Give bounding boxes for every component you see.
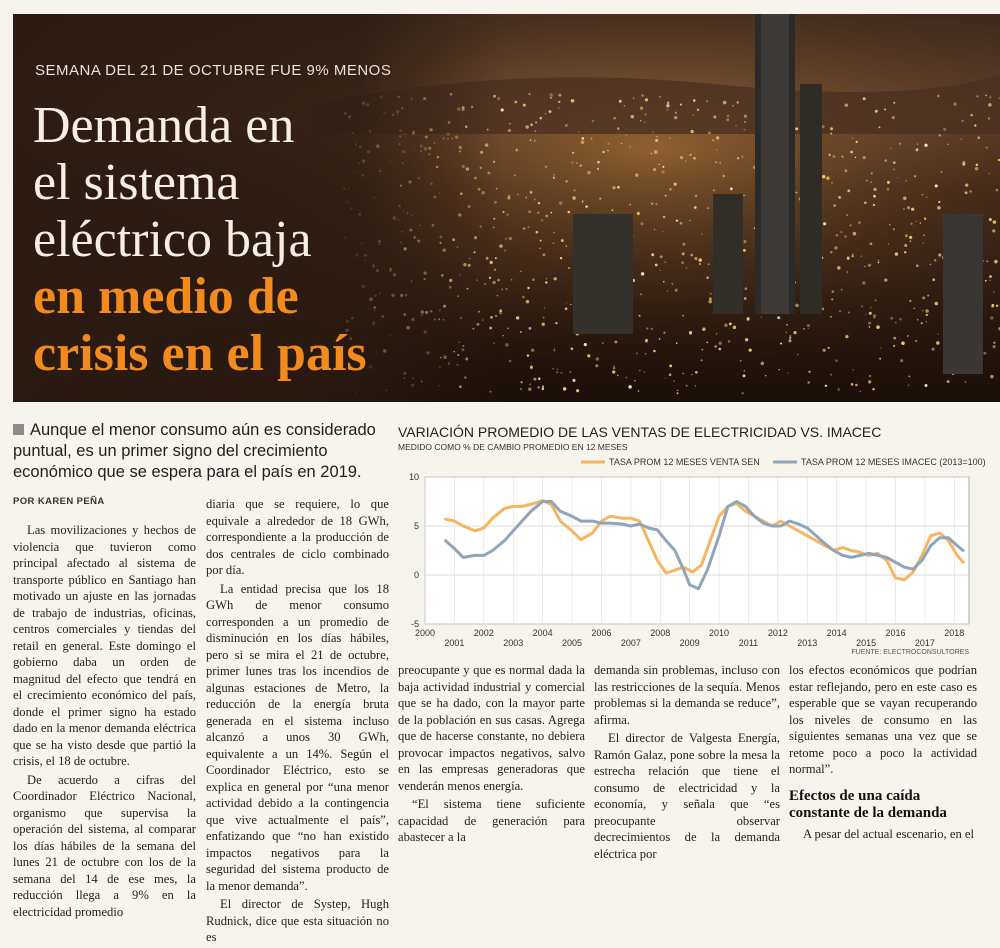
y-tick-label: 10 (408, 472, 419, 482)
x-tick-label: 2018 (944, 628, 965, 638)
y-axis-ticks (409, 472, 419, 629)
subheading: Efectos de una caída constante de la demanda (789, 787, 947, 821)
x-tick-label: 2011 (738, 638, 759, 648)
lead-paragraph (13, 420, 383, 483)
headline-line-1: Demanda en (33, 97, 295, 154)
body-paragraph: los efectos económicos que podrían estar reflejando, pero en este caso es esperable que se vayan recuperando los niveles de consumo en las siguientes semanas una vez que se retome poco a poco la actividad normal”. (789, 663, 977, 776)
x-tick-label: 2010 (709, 628, 730, 638)
body-paragraph: diaria que se requiere, lo que equivale a alrededor de 18 GWh, correspondiente a la producción de dos centrales de ciclo combinado por día. (206, 497, 389, 577)
body-paragraph: Las movilizaciones y hechos de violencia que tuvieron como principal afectado al sistema de transporte público en Santiago han motivado un ajuste en las jornadas de trabajo de industrias, oficinas, centros comerciales y tiendas del retail en general. Este domingo el gobierno daba un orden de magnitud del efecto que tendrá en el crecimiento económico del país, donde el primer signo ha estado dado en la menor demanda eléctrica que se ha visto desde que partió la crisis, el 18 de octubre. (13, 523, 196, 768)
x-tick-label: 2013 (797, 638, 818, 648)
legend-label-sen: TASA PROM 12 MESES VENTA SEN (609, 457, 760, 467)
x-tick-label: 2017 (914, 638, 935, 648)
headline-accent-line-2: crisis en el país (33, 325, 367, 382)
x-tick-label: 2009 (679, 638, 700, 648)
bullet-square-icon (13, 424, 24, 435)
body-paragraph: La entidad precisa que los 18 GWh de menor consumo corresponden a un promedio de disminución en los días hábiles, pero si se mira el 21 de octubre, primer lunes tras los incendios de algunas estaciones de Metro, la reducción de la energía bruta generada en el sistema incluso alcanzó a unos 30 GWh, equivalente a un 14%. Según el Coordinador Eléctrico, esto se explica en general por “una menor actividad debido a la contingencia que vive actualmente el país”, enfatizando que “no han existido impactos negativos para la seguridad del sistema producto de la menor demanda”. (206, 581, 389, 893)
x-tick-label: 2015 (856, 638, 877, 648)
body-paragraph: El director de Systep, Hugh Rudnick, dice que esta situación no es (206, 897, 389, 944)
x-tick-label: 2016 (885, 628, 906, 638)
headline-accent-line-1: en medio de (33, 268, 299, 325)
y-tick-label: 0 (413, 570, 419, 580)
body-column-3 (398, 662, 585, 848)
x-tick-label: 2008 (650, 628, 671, 638)
hero-banner (13, 14, 1000, 402)
lead-text: Aunque el menor consumo aún es considerado puntual, es un primer signo del crecimiento económico que se espera para el país en 2019. (13, 421, 376, 481)
body-column-2 (206, 496, 389, 948)
x-tick-label: 2003 (503, 638, 524, 648)
line-chart (395, 452, 985, 662)
body-paragraph: De acuerdo a cifras del Coordinador Eléctrico Nacional, organismo que supervisa la operación del sistema, al comparar los días hábiles de la semana del lunes 21 de octubre con los de la semana del 14 de ese mes, la reducción llega a 9% en la electricidad promedio (13, 772, 196, 919)
x-tick-label: 2004 (532, 628, 553, 638)
x-tick-label: 2000 (414, 628, 436, 638)
body-paragraph: “El sistema tiene suficiente capacidad de generación para abastecer a la (398, 797, 585, 844)
x-tick-label: 2012 (767, 628, 788, 638)
chart-subtitle: MEDIDO COMO % DE CAMBIO PROMEDIO EN 12 MESES (398, 442, 628, 452)
x-tick-label: 2007 (620, 638, 641, 648)
body-paragraph: demanda sin problemas, incluso con las restricciones de la sequía. Menos problemas si la demanda se reduce”, afirma. (594, 663, 780, 727)
x-axis-ticks (415, 628, 964, 648)
body-column-4 (594, 662, 780, 864)
chart-title: VARIACIÓN PROMEDIO DE LAS VENTAS DE ELECTRICIDAD VS. IMACEC (398, 424, 882, 440)
plot-area (425, 477, 969, 624)
body-column-5 (789, 662, 977, 844)
chart-legend (581, 457, 986, 467)
y-tick-label: -5 (410, 619, 419, 629)
x-tick-label: 2001 (444, 638, 465, 648)
chart-source: FUENTE: ELECTROCONSULTORES (851, 649, 969, 656)
body-paragraph: El director de Valgesta Energía, Ramón Galaz, pone sobre la mesa la estrecha relación que tiene el consumo de electricidad y la economía, y señala que “es preocupante observar decrecimientos de la demanda eléctrica por (594, 731, 780, 861)
body-column-1 (13, 522, 196, 922)
kicker-text: SEMANA DEL 21 DE OCTUBRE FUE 9% MENOS (35, 62, 392, 79)
headline-line-3: eléctrico baja (33, 211, 312, 268)
body-paragraph: preocupante y que es normal dada la baja actividad industrial y comercial que se ha dado, con la mayor parte de la población en sus casas. Agrega que de hacerse constante, no debiera provocar impactos negativos, salvo en las empresas generadoras que venderán menos energía. (398, 663, 585, 793)
y-tick-label: 5 (413, 521, 419, 531)
body-paragraph: A pesar del actual escenario, en el (803, 826, 974, 841)
x-tick-label: 2006 (591, 628, 612, 638)
x-tick-label: 2014 (826, 628, 847, 638)
byline: POR KAREN PEÑA (13, 496, 105, 507)
legend-label-imacec: TASA PROM 12 MESES IMACEC (2013=100) (801, 457, 986, 467)
headline-line-2: el sistema (33, 154, 240, 211)
x-tick-label: 2002 (473, 628, 494, 638)
x-tick-label: 2005 (562, 638, 583, 648)
